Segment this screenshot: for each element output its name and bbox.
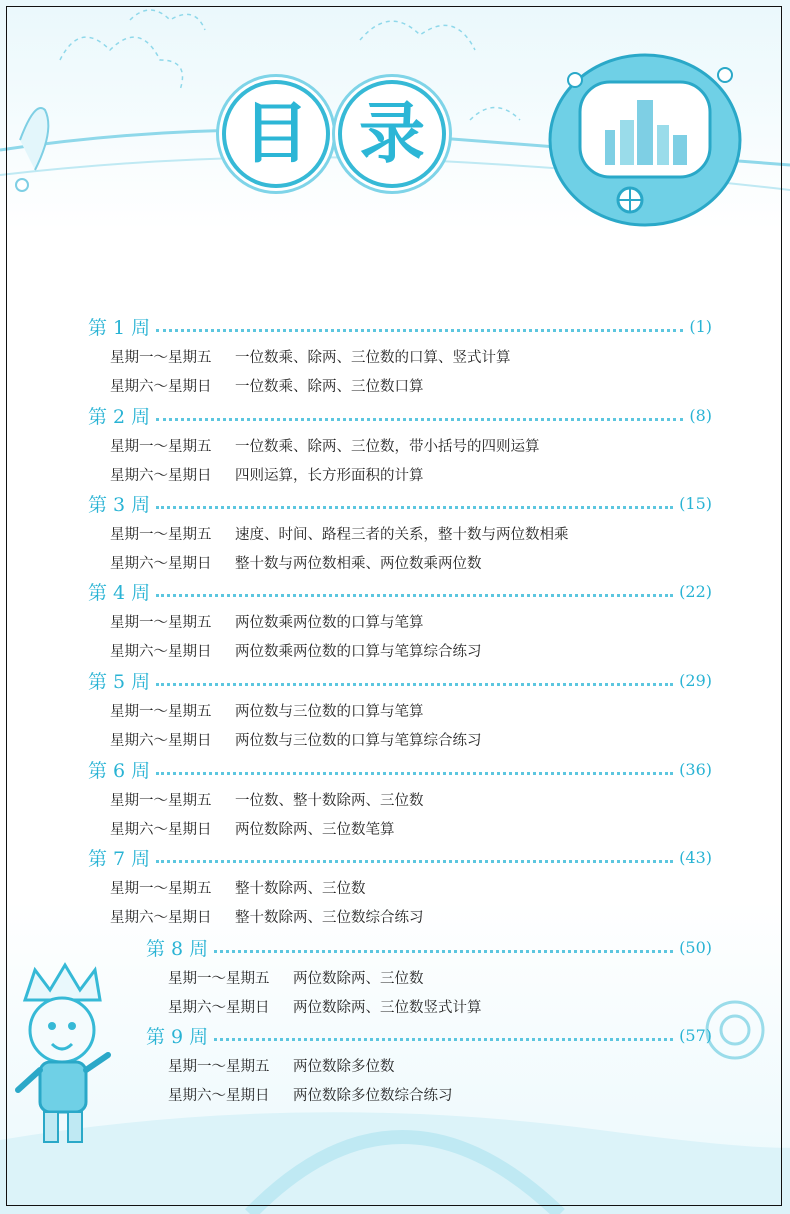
day-topic: 两位数与三位数的口算与笔算 — [235, 703, 424, 720]
day-topic: 整十数与两位数相乘、两位数乘两位数 — [235, 555, 482, 572]
title-circle-1 — [222, 80, 330, 188]
page-title — [222, 80, 446, 188]
week-label: 第 5 周 — [88, 670, 151, 693]
day-entry[interactable] — [110, 372, 424, 398]
day-entry[interactable] — [110, 697, 424, 723]
day-range: 星期一～星期五 — [168, 1058, 270, 1075]
week-page-number: (15) — [679, 493, 712, 513]
day-topic: 两位数除多位数综合练习 — [293, 1087, 453, 1104]
day-topic: 两位数除两、三位数竖式计算 — [293, 999, 482, 1016]
week-heading[interactable] — [88, 401, 712, 429]
day-topic: 一位数乘、除两、三位数的口算、竖式计算 — [235, 349, 511, 366]
day-entry[interactable] — [110, 520, 569, 546]
day-range: 星期一～星期五 — [110, 614, 212, 631]
day-range: 星期一～星期五 — [110, 438, 212, 455]
boy-illustration-icon — [10, 960, 120, 1150]
day-entry[interactable] — [110, 903, 424, 929]
day-range: 星期一～星期五 — [110, 349, 212, 366]
week-heading[interactable] — [88, 666, 712, 694]
day-topic: 一位数乘、除两、三位数，带小括号的四则运算 — [235, 438, 540, 455]
week-page-number: (36) — [679, 759, 712, 779]
day-entry[interactable] — [110, 608, 424, 634]
tv-illustration-icon — [545, 40, 755, 230]
week-heading[interactable] — [88, 489, 712, 517]
dot-leader — [156, 592, 673, 597]
day-entry[interactable] — [110, 637, 482, 663]
day-topic: 两位数乘两位数的口算与笔算 — [235, 614, 424, 631]
week-page-number: (50) — [679, 937, 712, 957]
week-label: 第 4 周 — [88, 581, 151, 604]
day-range: 星期六～星期日 — [110, 555, 212, 572]
day-topic: 一位数、整十数除两、三位数 — [235, 792, 424, 809]
day-entry[interactable] — [168, 1052, 395, 1078]
day-range: 星期一～星期五 — [110, 703, 212, 720]
day-topic: 一位数乘、除两、三位数口算 — [235, 378, 424, 395]
day-topic: 两位数与三位数的口算与笔算综合练习 — [235, 732, 482, 749]
week-label: 第 6 周 — [88, 759, 151, 782]
week-label: 第 8 周 — [146, 937, 209, 960]
day-range: 星期一～星期五 — [110, 526, 212, 543]
dot-leader — [156, 681, 673, 686]
week-label: 第 1 周 — [88, 316, 151, 339]
day-topic: 两位数除两、三位数笔算 — [235, 821, 395, 838]
day-entry[interactable] — [168, 993, 482, 1019]
day-range: 星期一～星期五 — [168, 970, 270, 987]
week-page-number: (43) — [679, 847, 712, 867]
week-heading[interactable] — [146, 1021, 712, 1049]
day-topic: 两位数除多位数 — [293, 1058, 395, 1075]
dot-leader — [214, 948, 673, 953]
day-range: 星期六～星期日 — [168, 1087, 270, 1104]
dot-leader — [156, 416, 683, 421]
day-range: 星期一～星期五 — [110, 792, 212, 809]
week-heading[interactable] — [88, 577, 712, 605]
dot-leader — [156, 770, 673, 775]
day-topic: 两位数除两、三位数 — [293, 970, 424, 987]
dot-leader — [156, 858, 673, 863]
day-range: 星期六～星期日 — [110, 732, 212, 749]
day-topic: 两位数乘两位数的口算与笔算综合练习 — [235, 643, 482, 660]
day-range: 星期六～星期日 — [110, 821, 212, 838]
dot-leader — [156, 327, 683, 332]
title-char-1: 目 — [243, 95, 309, 172]
week-heading[interactable] — [146, 933, 712, 961]
day-entry[interactable] — [168, 964, 424, 990]
week-label: 第 9 周 — [146, 1025, 209, 1048]
week-label: 第 2 周 — [88, 405, 151, 428]
week-heading[interactable] — [88, 755, 712, 783]
week-page-number: (1) — [689, 316, 712, 336]
day-entry[interactable] — [110, 461, 424, 487]
day-topic: 速度、时间、路程三者的关系，整十数与两位数相乘 — [235, 526, 569, 543]
week-heading[interactable] — [88, 312, 712, 340]
day-entry[interactable] — [110, 786, 424, 812]
day-range: 星期六～星期日 — [110, 467, 212, 484]
week-page-number: (29) — [679, 670, 712, 690]
day-entry[interactable] — [110, 549, 482, 575]
title-circle-2 — [338, 80, 446, 188]
day-range: 星期六～星期日 — [168, 999, 270, 1016]
day-topic: 整十数除两、三位数 — [235, 880, 366, 897]
week-label: 第 3 周 — [88, 493, 151, 516]
day-entry[interactable] — [110, 815, 395, 841]
title-char-2: 录 — [359, 95, 425, 172]
day-topic: 四则运算，长方形面积的计算 — [235, 467, 424, 484]
dot-leader — [156, 504, 673, 509]
day-range: 星期六～星期日 — [110, 378, 212, 395]
day-entry[interactable] — [168, 1081, 453, 1107]
week-page-number: (22) — [679, 581, 712, 601]
day-entry[interactable] — [110, 874, 366, 900]
day-range: 星期六～星期日 — [110, 909, 212, 926]
day-entry[interactable] — [110, 726, 482, 752]
week-page-number: (57) — [679, 1025, 712, 1045]
day-range: 星期一～星期五 — [110, 880, 212, 897]
day-topic: 整十数除两、三位数综合练习 — [235, 909, 424, 926]
week-heading[interactable] — [88, 843, 712, 871]
dot-leader — [214, 1036, 673, 1041]
week-label: 第 7 周 — [88, 847, 151, 870]
day-entry[interactable] — [110, 343, 511, 369]
day-entry[interactable] — [110, 432, 540, 458]
week-page-number: (8) — [689, 405, 712, 425]
day-range: 星期六～星期日 — [110, 643, 212, 660]
